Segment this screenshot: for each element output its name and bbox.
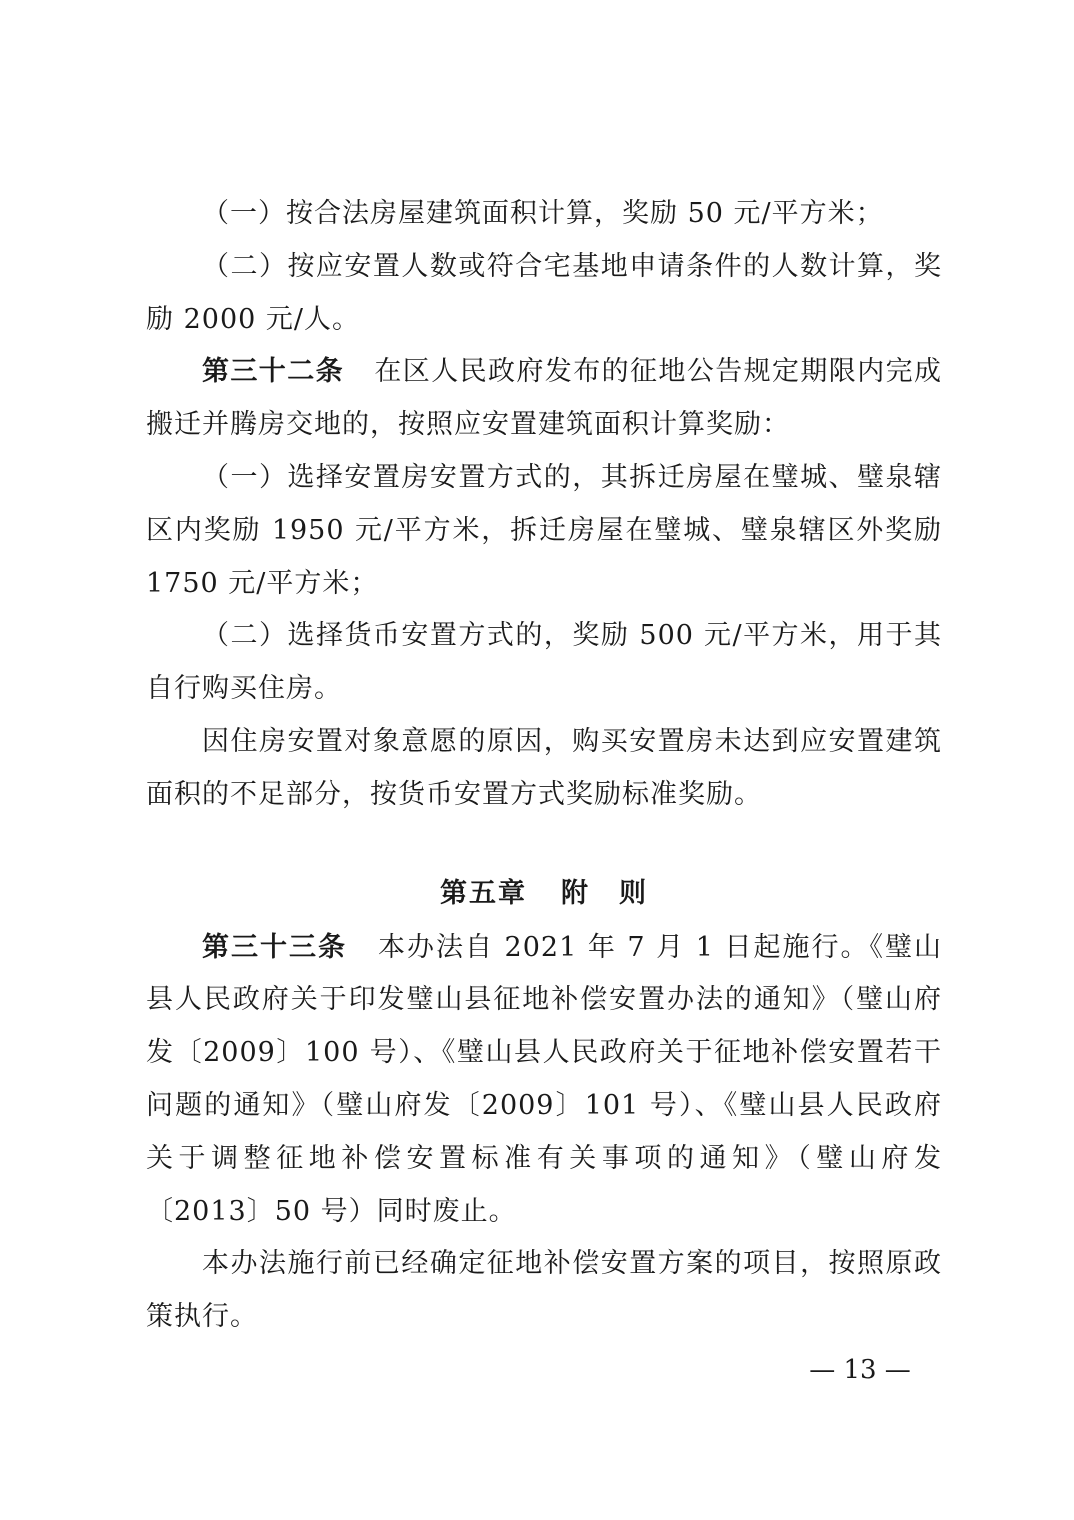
article-33-label: 第三十三条 <box>202 931 347 963</box>
chapter-title: 附 则 <box>561 877 648 909</box>
paragraph-item-4: （二）选择货币安置方式的，奖励 500 元/平方米，用于其自行购买住房。 <box>146 620 942 705</box>
article-33 <box>146 922 942 1239</box>
paragraph-note: 因住房安置对象意愿的原因，购买安置房未达到应安置建筑面积的不足部分，按货币安置方式奖励标准奖励。 <box>146 725 942 810</box>
chapter-heading <box>146 866 942 922</box>
article-32-label: 第三十二条 <box>202 356 344 388</box>
paragraph-final: 本办法施行前已经确定征地补偿安置方案的项目，按照原政策执行。 <box>146 1248 942 1333</box>
article-32-text: 在区人民政府发布的征地公告规定期限内完成搬迁并腾房交地的，按照应安置建筑面积计算奖励： <box>146 356 942 441</box>
chapter-number: 第五章 <box>440 877 527 909</box>
paragraph-item-2: （二）按应安置人数或符合宅基地申请条件的人数计算，奖励 2000 元/人。 <box>146 250 942 335</box>
article-33-text: 本办法自 2021 年 7 月 1 日起施行。《璧山县人民政府关于印发璧山县征地补偿安置办法的通知》（璧山府发〔2009〕100 号）、《璧山县人民政府关于征地补偿安置若干问题的通知》（璧山府发〔2009〕101 号）、《璧山县人民政府关于调整征地补偿安置标准有关事项的通知》（璧山府发〔2013〕50 号）同时废止。 <box>146 931 942 1227</box>
paragraph-item-1: （一）按合法房屋建筑面积计算，奖励 50 元/平方米； <box>202 198 884 229</box>
paragraph-item-3: （一）选择安置房安置方式的，其拆迁房屋在璧城、璧泉辖区内奖励 1950 元/平方米，拆迁房屋在璧城、璧泉辖区外奖励 1750 元/平方米； <box>146 461 942 599</box>
document-body <box>146 188 942 1344</box>
article-32 <box>146 346 942 452</box>
page-number: — 13 — <box>809 1355 911 1385</box>
